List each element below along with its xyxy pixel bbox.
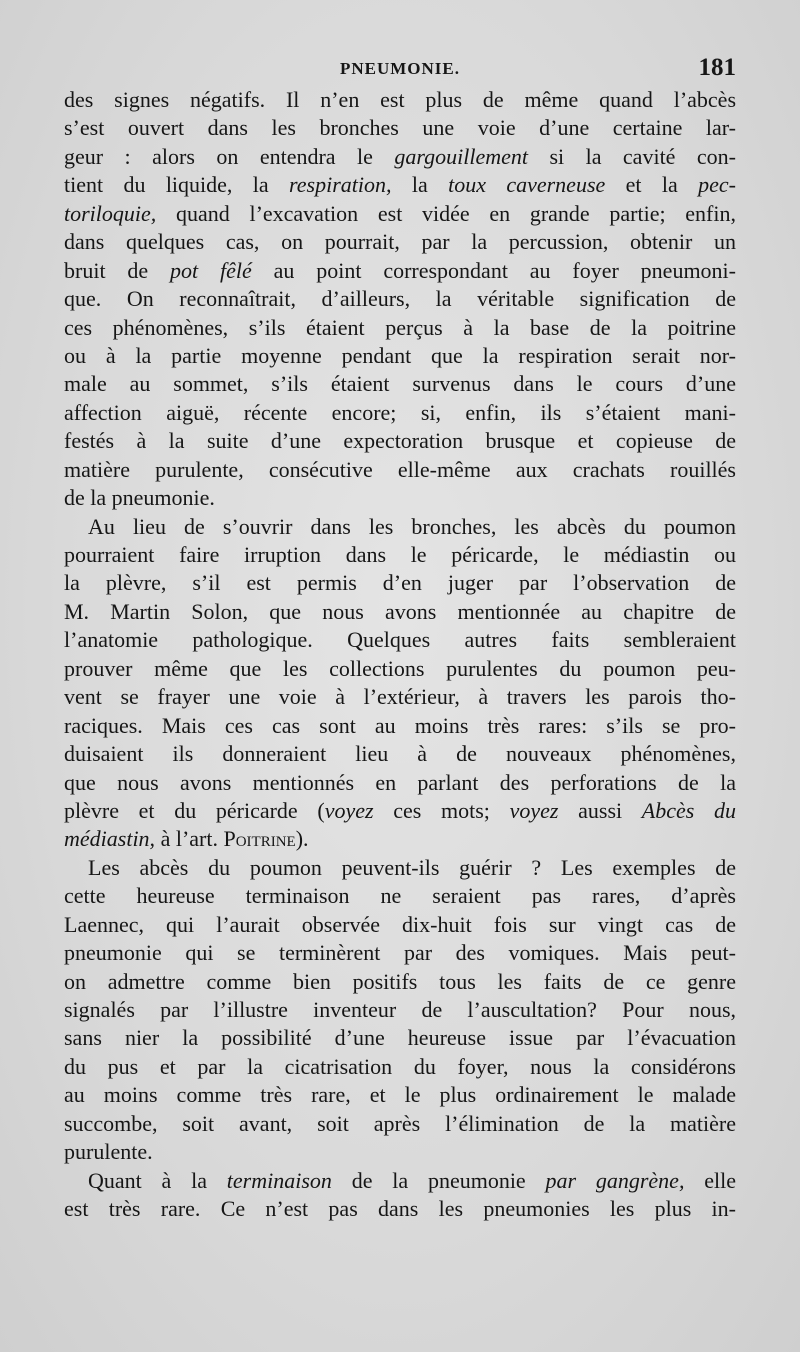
text-line bbox=[64, 342, 736, 370]
text-run: succombe, soit avant, soit après l’élimination de la matière bbox=[64, 1110, 736, 1136]
text-line bbox=[64, 513, 736, 541]
italic-text: respiration, bbox=[289, 172, 392, 198]
text-run: est très rare. Ce n’est pas dans les pneumonies les plus in- bbox=[64, 1196, 736, 1222]
text-run: prouver même que les collections purulentes du poumon peu- bbox=[64, 655, 736, 681]
text-run: ces mots; bbox=[373, 797, 510, 823]
text-line bbox=[64, 228, 736, 256]
text-run: ). bbox=[295, 826, 309, 852]
text-line bbox=[64, 399, 736, 427]
small-caps-text: Poitrine bbox=[223, 826, 296, 852]
text-run: Au lieu de s’ouvrir dans les bronches, les abcès du poumon bbox=[88, 513, 736, 539]
text-line bbox=[64, 1024, 736, 1052]
text-run: male au sommet, s’ils étaient survenus dans le cours d’une bbox=[64, 371, 736, 397]
text-run: de la pneumonie. bbox=[64, 485, 215, 511]
text-line bbox=[64, 825, 736, 853]
italic-text: pec- bbox=[698, 172, 736, 198]
text-line bbox=[64, 114, 736, 142]
text-run: Laennec, qui l’aurait observée dix-huit fois sur vingt cas de bbox=[64, 911, 736, 937]
text-line bbox=[64, 598, 736, 626]
italic-text: par gangrène, bbox=[545, 1167, 685, 1193]
text-line bbox=[64, 86, 736, 114]
text-run: si la cavité con- bbox=[527, 143, 736, 169]
text-line bbox=[64, 1167, 736, 1195]
text-run: duisaient ils donneraient lieu à de nouveaux phénomènes, bbox=[64, 741, 736, 767]
italic-text: Abcès du bbox=[641, 797, 736, 823]
text-line bbox=[64, 712, 736, 740]
text-run: cette heureuse terminaison ne seraient pas rares, d’après bbox=[64, 883, 736, 909]
text-line bbox=[64, 370, 736, 398]
page-header bbox=[64, 54, 736, 84]
text-run: et la bbox=[605, 172, 699, 198]
italic-text: pot fêlé bbox=[170, 257, 252, 283]
running-title: PNEUMONIE. bbox=[339, 59, 461, 78]
text-line bbox=[64, 541, 736, 569]
text-line bbox=[64, 911, 736, 939]
text-run: des signes négatifs. Il n’en est plus de même quand l’abcès bbox=[64, 87, 736, 112]
text-run: s’est ouvert dans les bronches une voie d’une certaine lar- bbox=[64, 115, 736, 141]
text-run: elle bbox=[684, 1167, 736, 1193]
text-run: purulente. bbox=[64, 1139, 153, 1165]
italic-text: toux caverneuse bbox=[448, 172, 606, 198]
italic-text: médiastin, bbox=[64, 826, 156, 852]
text-line bbox=[64, 314, 736, 342]
text-run: du pus et par la cicatrisation du foyer, nous la considérons bbox=[64, 1053, 736, 1079]
page-number: 181 bbox=[698, 54, 736, 81]
text-run: pneumonie qui se terminèrent par des vomiques. Mais peut- bbox=[64, 940, 736, 966]
text-run: ces phénomènes, s’ils étaient perçus à la base de la poitrine bbox=[64, 314, 736, 340]
text-run: tient du liquide, la bbox=[64, 172, 290, 198]
text-line bbox=[64, 882, 736, 910]
italic-text: voyez bbox=[324, 797, 374, 823]
text-line bbox=[64, 427, 736, 455]
text-run: à l’art. bbox=[155, 826, 224, 852]
text-line bbox=[64, 740, 736, 768]
text-run: on admettre comme bien positifs tous les faits de ce genre bbox=[64, 968, 736, 994]
text-line bbox=[64, 1110, 736, 1138]
text-run: la plèvre, s’il est permis d’en juger par l’observation de bbox=[64, 570, 736, 596]
italic-text: toriloquie, bbox=[64, 200, 157, 226]
text-line bbox=[64, 484, 736, 512]
text-run: que. On reconnaîtrait, d’ailleurs, la véritable signification de bbox=[64, 286, 736, 312]
body-text bbox=[64, 86, 736, 1224]
text-run: Les abcès du poumon peuvent-ils guérir ? Les exemples de bbox=[88, 854, 736, 880]
text-line bbox=[64, 200, 736, 228]
text-line bbox=[64, 1081, 736, 1109]
italic-text: terminaison bbox=[226, 1167, 332, 1193]
text-line bbox=[64, 939, 736, 967]
text-run: que nous avons mentionnés en parlant des perforations de la bbox=[64, 769, 736, 795]
text-line bbox=[64, 968, 736, 996]
text-line bbox=[64, 1053, 736, 1081]
text-line bbox=[64, 171, 736, 199]
text-run: matière purulente, consécutive elle-même aux crachats rouillés bbox=[64, 456, 736, 482]
italic-text: gargouillement bbox=[394, 143, 528, 169]
text-line bbox=[64, 1138, 736, 1166]
text-line bbox=[64, 655, 736, 683]
text-line bbox=[64, 257, 736, 285]
text-line bbox=[64, 626, 736, 654]
text-run: au moins comme très rare, et le plus ordinairement le malade bbox=[64, 1082, 736, 1108]
text-run: au point correspondant au foyer pneumoni- bbox=[251, 257, 736, 283]
text-line bbox=[64, 854, 736, 882]
text-run: signalés par l’illustre inventeur de l’auscultation? Pour nous, bbox=[64, 997, 736, 1022]
text-line bbox=[64, 769, 736, 797]
text-line bbox=[64, 143, 736, 171]
text-run: aussi bbox=[558, 797, 642, 823]
text-line bbox=[64, 569, 736, 597]
text-line bbox=[64, 797, 736, 825]
text-line bbox=[64, 996, 736, 1024]
text-run: festés à la suite d’une expectoration brusque et copieuse de bbox=[64, 428, 736, 454]
text-run: affection aiguë, récente encore; si, enfin, ils s’étaient mani- bbox=[64, 399, 736, 425]
text-run: sans nier la possibilité d’une heureuse issue par l’évacuation bbox=[64, 1025, 736, 1051]
text-run: raciques. Mais ces cas sont au moins très rares: s’ils se pro- bbox=[64, 712, 736, 738]
text-line bbox=[64, 285, 736, 313]
text-run: la bbox=[391, 172, 449, 198]
text-line bbox=[64, 456, 736, 484]
text-run: vent se frayer une voie à l’extérieur, à travers les parois tho- bbox=[64, 684, 736, 710]
text-run: de la pneumonie bbox=[331, 1167, 546, 1193]
text-run: bruit de bbox=[64, 257, 171, 283]
italic-text: voyez bbox=[509, 797, 559, 823]
text-run: l’anatomie pathologique. Quelques autres faits sembleraient bbox=[64, 627, 736, 653]
text-run: dans quelques cas, on pourrait, par la percussion, obtenir un bbox=[64, 229, 736, 255]
text-run: plèvre et du péricarde ( bbox=[64, 797, 325, 823]
text-run: quand l’excavation est vidée en grande partie; enfin, bbox=[156, 200, 736, 226]
text-run: ou à la partie moyenne pendant que la respiration serait nor- bbox=[64, 342, 736, 368]
text-run: Quant à la bbox=[88, 1167, 227, 1193]
text-run: pourraient faire irruption dans le péricarde, le médiastin ou bbox=[64, 542, 736, 567]
text-run: geur : alors on entendra le bbox=[64, 143, 395, 169]
text-line bbox=[64, 683, 736, 711]
text-line bbox=[64, 1195, 736, 1223]
text-run: M. Martin Solon, que nous avons mentionnée au chapitre de bbox=[64, 598, 736, 624]
